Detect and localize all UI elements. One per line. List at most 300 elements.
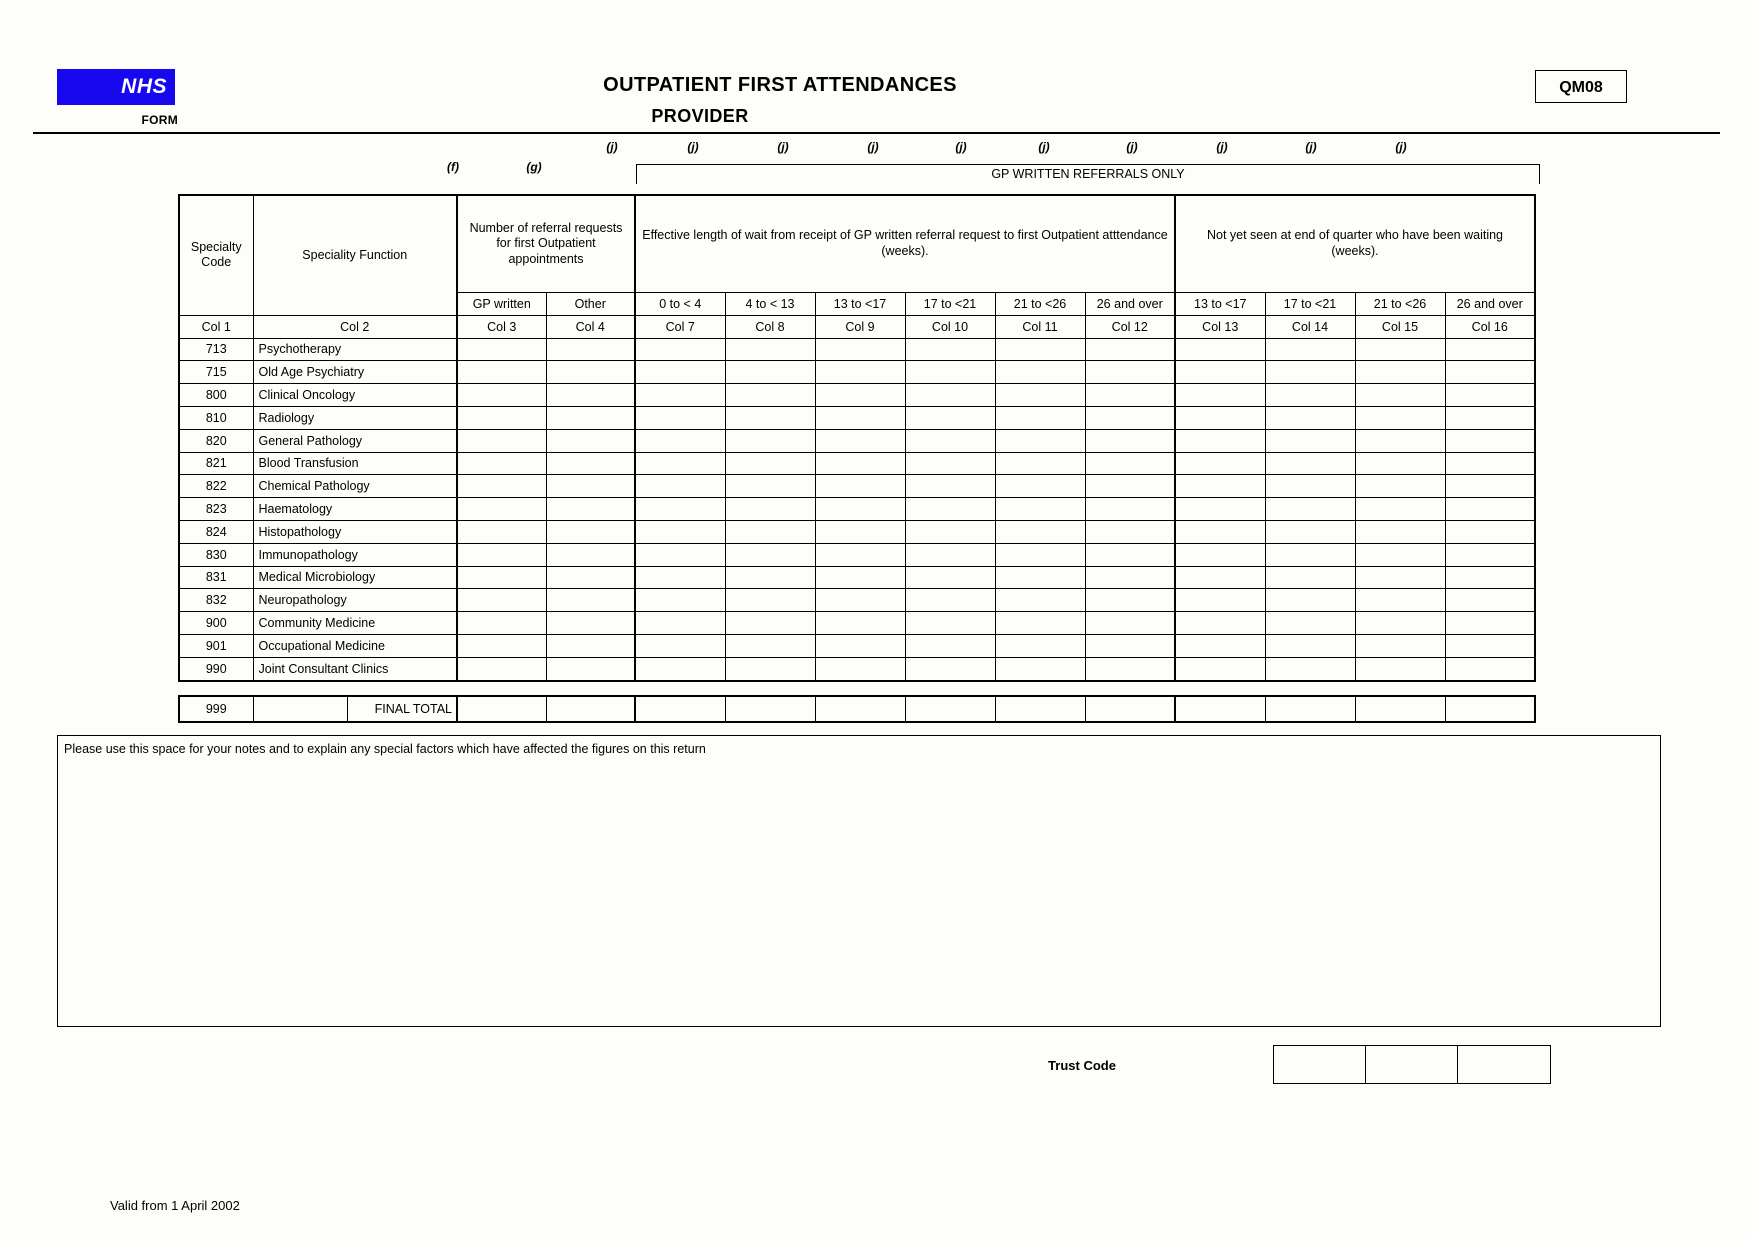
row-entry-cell[interactable] bbox=[1355, 520, 1445, 543]
total-entry-cell[interactable] bbox=[905, 696, 995, 722]
row-entry-cell[interactable] bbox=[546, 384, 635, 407]
table-row bbox=[179, 634, 1535, 657]
row-entry-cell[interactable] bbox=[1175, 452, 1265, 475]
nhs-logo: NHS bbox=[57, 69, 175, 105]
row-entry-cell[interactable] bbox=[725, 361, 815, 384]
note-marker-col4: (g) bbox=[526, 160, 542, 174]
row-specialty-code: 831 bbox=[179, 566, 253, 589]
row-entry-cell[interactable] bbox=[725, 384, 815, 407]
gp-written-referrals-banner: GP WRITTEN REFERRALS ONLY bbox=[636, 164, 1540, 184]
row-entry-cell[interactable] bbox=[546, 452, 635, 475]
row-entry-cell[interactable] bbox=[1355, 634, 1445, 657]
subheader-referral-0: GP written bbox=[457, 293, 546, 316]
row-entry-cell[interactable] bbox=[725, 452, 815, 475]
header-referral-requests: Number of referral requests for first Outpatient appointments bbox=[457, 195, 635, 293]
row-entry-cell[interactable] bbox=[546, 498, 635, 521]
note-marker-col12: (j) bbox=[1038, 140, 1050, 154]
row-specialty-code: 824 bbox=[179, 520, 253, 543]
row-speciality-function: Blood Transfusion bbox=[253, 452, 457, 475]
total-entry-cell[interactable] bbox=[815, 696, 905, 722]
row-entry-cell[interactable] bbox=[1445, 361, 1535, 384]
row-entry-cell[interactable] bbox=[1175, 406, 1265, 429]
total-entry-cell[interactable] bbox=[1445, 696, 1535, 722]
row-entry-cell[interactable] bbox=[1445, 657, 1535, 680]
row-entry-cell[interactable] bbox=[1175, 657, 1265, 680]
row-entry-cell[interactable] bbox=[546, 361, 635, 384]
row-entry-cell[interactable] bbox=[905, 361, 995, 384]
row-entry-cell[interactable] bbox=[815, 589, 905, 612]
row-entry-cell[interactable] bbox=[1265, 338, 1355, 361]
col-label-6: Col 9 bbox=[815, 315, 905, 338]
row-entry-cell[interactable] bbox=[1085, 498, 1175, 521]
row-entry-cell[interactable] bbox=[635, 589, 725, 612]
row-speciality-function: Psychotherapy bbox=[253, 338, 457, 361]
row-entry-cell[interactable] bbox=[635, 452, 725, 475]
row-entry-cell[interactable] bbox=[1085, 406, 1175, 429]
row-entry-cell[interactable] bbox=[1265, 384, 1355, 407]
row-entry-cell[interactable] bbox=[815, 475, 905, 498]
attendances-table bbox=[178, 194, 1536, 682]
row-entry-cell[interactable] bbox=[457, 452, 546, 475]
trust-code-box-3[interactable] bbox=[1458, 1046, 1550, 1083]
table-row bbox=[179, 384, 1535, 407]
row-specialty-code: 832 bbox=[179, 589, 253, 612]
row-entry-cell[interactable] bbox=[815, 543, 905, 566]
subheader-wait-4: 21 to <26 bbox=[995, 293, 1085, 316]
col-label-3: Col 4 bbox=[546, 315, 635, 338]
row-entry-cell[interactable] bbox=[995, 361, 1085, 384]
row-entry-cell[interactable] bbox=[635, 657, 725, 680]
row-entry-cell[interactable] bbox=[995, 475, 1085, 498]
row-entry-cell[interactable] bbox=[905, 520, 995, 543]
row-entry-cell[interactable] bbox=[1265, 543, 1355, 566]
row-entry-cell[interactable] bbox=[995, 452, 1085, 475]
row-entry-cell[interactable] bbox=[995, 384, 1085, 407]
row-entry-cell[interactable] bbox=[1355, 475, 1445, 498]
row-entry-cell[interactable] bbox=[995, 498, 1085, 521]
row-entry-cell[interactable] bbox=[635, 361, 725, 384]
row-entry-cell[interactable] bbox=[1175, 543, 1265, 566]
row-entry-cell[interactable] bbox=[1355, 498, 1445, 521]
row-speciality-function: Histopathology bbox=[253, 520, 457, 543]
row-entry-cell[interactable] bbox=[457, 406, 546, 429]
note-marker-col8: (j) bbox=[687, 140, 699, 154]
row-entry-cell[interactable] bbox=[457, 498, 546, 521]
subheader-waiting-1: 17 to <21 bbox=[1265, 293, 1355, 316]
trust-code-box-1[interactable] bbox=[1274, 1046, 1366, 1083]
row-entry-cell[interactable] bbox=[815, 634, 905, 657]
row-entry-cell[interactable] bbox=[1355, 429, 1445, 452]
subheader-referral-1: Other bbox=[546, 293, 635, 316]
row-entry-cell[interactable] bbox=[1355, 338, 1445, 361]
note-marker-col13: (j) bbox=[1126, 140, 1138, 154]
total-entry-cell[interactable] bbox=[457, 696, 546, 722]
row-entry-cell[interactable] bbox=[1445, 612, 1535, 635]
row-entry-cell[interactable] bbox=[635, 338, 725, 361]
row-entry-cell[interactable] bbox=[1445, 634, 1535, 657]
note-marker-col11: (j) bbox=[955, 140, 967, 154]
total-code: 999 bbox=[179, 696, 253, 722]
row-entry-cell[interactable] bbox=[1085, 429, 1175, 452]
row-entry-cell[interactable] bbox=[815, 429, 905, 452]
row-entry-cell[interactable] bbox=[546, 406, 635, 429]
row-entry-cell[interactable] bbox=[1355, 657, 1445, 680]
table-row bbox=[179, 361, 1535, 384]
header-specialty-code: Specialty Code bbox=[179, 195, 253, 315]
notes-area[interactable] bbox=[57, 735, 1661, 1027]
row-speciality-function: Joint Consultant Clinics bbox=[253, 657, 457, 680]
row-entry-cell[interactable] bbox=[546, 475, 635, 498]
col-label-5: Col 8 bbox=[725, 315, 815, 338]
row-entry-cell[interactable] bbox=[1085, 589, 1175, 612]
form-code-badge: QM08 bbox=[1535, 70, 1627, 103]
row-entry-cell[interactable] bbox=[635, 543, 725, 566]
row-entry-cell[interactable] bbox=[457, 657, 546, 680]
row-entry-cell[interactable] bbox=[905, 452, 995, 475]
row-speciality-function: General Pathology bbox=[253, 429, 457, 452]
row-entry-cell[interactable] bbox=[1085, 452, 1175, 475]
col-label-13: Col 16 bbox=[1445, 315, 1535, 338]
subheader-wait-0: 0 to < 4 bbox=[635, 293, 725, 316]
row-entry-cell[interactable] bbox=[1265, 589, 1355, 612]
row-entry-cell[interactable] bbox=[725, 589, 815, 612]
row-entry-cell[interactable] bbox=[815, 657, 905, 680]
table-row bbox=[179, 543, 1535, 566]
row-entry-cell[interactable] bbox=[1445, 384, 1535, 407]
row-entry-cell[interactable] bbox=[1085, 338, 1175, 361]
row-speciality-function: Haematology bbox=[253, 498, 457, 521]
total-entry-cell[interactable] bbox=[635, 696, 725, 722]
row-entry-cell[interactable] bbox=[1265, 361, 1355, 384]
row-entry-cell[interactable] bbox=[457, 634, 546, 657]
row-entry-cell[interactable] bbox=[1175, 429, 1265, 452]
trust-code-boxes bbox=[1273, 1045, 1551, 1084]
row-entry-cell[interactable] bbox=[905, 498, 995, 521]
row-entry-cell[interactable] bbox=[1085, 475, 1175, 498]
row-entry-cell[interactable] bbox=[1175, 338, 1265, 361]
row-speciality-function: Immunopathology bbox=[253, 543, 457, 566]
row-entry-cell[interactable] bbox=[635, 384, 725, 407]
row-entry-cell[interactable] bbox=[546, 634, 635, 657]
total-label: FINAL TOTAL bbox=[347, 696, 457, 722]
row-entry-cell[interactable] bbox=[815, 498, 905, 521]
row-entry-cell[interactable] bbox=[905, 543, 995, 566]
page-title: OUTPATIENT FIRST ATTENDANCES bbox=[603, 74, 957, 96]
col-label-7: Col 10 bbox=[905, 315, 995, 338]
note-marker-col10: (j) bbox=[867, 140, 879, 154]
row-entry-cell[interactable] bbox=[1175, 520, 1265, 543]
note-marker-col15: (j) bbox=[1305, 140, 1317, 154]
row-entry-cell[interactable] bbox=[635, 475, 725, 498]
row-entry-cell[interactable] bbox=[1355, 406, 1445, 429]
row-speciality-function: Community Medicine bbox=[253, 612, 457, 635]
row-entry-cell[interactable] bbox=[1085, 566, 1175, 589]
note-marker-col16: (j) bbox=[1395, 140, 1407, 154]
row-entry-cell[interactable] bbox=[725, 566, 815, 589]
row-speciality-function: Clinical Oncology bbox=[253, 384, 457, 407]
row-entry-cell[interactable] bbox=[1265, 634, 1355, 657]
subheader-wait-1: 4 to < 13 bbox=[725, 293, 815, 316]
row-entry-cell[interactable] bbox=[815, 452, 905, 475]
row-entry-cell[interactable] bbox=[725, 338, 815, 361]
header-not-yet-seen: Not yet seen at end of quarter who have been waiting (weeks). bbox=[1175, 195, 1535, 293]
row-speciality-function: Old Age Psychiatry bbox=[253, 361, 457, 384]
page-subtitle: PROVIDER bbox=[651, 106, 749, 126]
page-header bbox=[0, 0, 1753, 140]
row-entry-cell[interactable] bbox=[1445, 520, 1535, 543]
row-entry-cell[interactable] bbox=[457, 543, 546, 566]
row-speciality-function: Occupational Medicine bbox=[253, 634, 457, 657]
row-entry-cell[interactable] bbox=[905, 566, 995, 589]
row-entry-cell[interactable] bbox=[457, 475, 546, 498]
row-entry-cell[interactable] bbox=[635, 634, 725, 657]
trust-code-box-2[interactable] bbox=[1366, 1046, 1458, 1083]
col-label-1: Col 2 bbox=[253, 315, 457, 338]
row-entry-cell[interactable] bbox=[995, 406, 1085, 429]
total-blank-cell bbox=[253, 696, 347, 722]
row-entry-cell[interactable] bbox=[457, 566, 546, 589]
table-row bbox=[179, 657, 1535, 680]
row-entry-cell[interactable] bbox=[995, 543, 1085, 566]
table-row bbox=[179, 520, 1535, 543]
table-row bbox=[179, 475, 1535, 498]
row-entry-cell[interactable] bbox=[1085, 634, 1175, 657]
note-marker-col14: (j) bbox=[1216, 140, 1228, 154]
row-entry-cell[interactable] bbox=[1175, 566, 1265, 589]
row-entry-cell[interactable] bbox=[457, 589, 546, 612]
total-entry-cell[interactable] bbox=[725, 696, 815, 722]
row-entry-cell[interactable] bbox=[1355, 589, 1445, 612]
row-entry-cell[interactable] bbox=[1175, 475, 1265, 498]
row-entry-cell[interactable] bbox=[725, 429, 815, 452]
final-total-row bbox=[179, 696, 1535, 722]
row-entry-cell[interactable] bbox=[457, 361, 546, 384]
row-entry-cell[interactable] bbox=[1445, 429, 1535, 452]
row-entry-cell[interactable] bbox=[725, 520, 815, 543]
subheader-waiting-2: 21 to <26 bbox=[1355, 293, 1445, 316]
table-row bbox=[179, 406, 1535, 429]
row-entry-cell[interactable] bbox=[995, 520, 1085, 543]
col-label-9: Col 12 bbox=[1085, 315, 1175, 338]
form-word-label: FORM bbox=[141, 113, 178, 127]
table-row bbox=[179, 589, 1535, 612]
row-entry-cell[interactable] bbox=[1355, 384, 1445, 407]
row-entry-cell[interactable] bbox=[725, 612, 815, 635]
notes-instruction-label: Please use this space for your notes and to explain any special factors which have affected the figures on this return bbox=[64, 742, 706, 756]
total-entry-cell[interactable] bbox=[1085, 696, 1175, 722]
row-entry-cell[interactable] bbox=[995, 338, 1085, 361]
row-entry-cell[interactable] bbox=[546, 589, 635, 612]
col-label-0: Col 1 bbox=[179, 315, 253, 338]
row-entry-cell[interactable] bbox=[1085, 520, 1175, 543]
row-entry-cell[interactable] bbox=[1445, 452, 1535, 475]
note-marker-col9: (j) bbox=[777, 140, 789, 154]
row-entry-cell[interactable] bbox=[905, 634, 995, 657]
row-entry-cell[interactable] bbox=[1265, 612, 1355, 635]
row-speciality-function: Medical Microbiology bbox=[253, 566, 457, 589]
row-entry-cell[interactable] bbox=[457, 520, 546, 543]
row-entry-cell[interactable] bbox=[1265, 406, 1355, 429]
row-entry-cell[interactable] bbox=[1445, 406, 1535, 429]
row-entry-cell[interactable] bbox=[905, 406, 995, 429]
row-entry-cell[interactable] bbox=[905, 612, 995, 635]
row-entry-cell[interactable] bbox=[905, 384, 995, 407]
row-specialty-code: 821 bbox=[179, 452, 253, 475]
row-entry-cell[interactable] bbox=[905, 657, 995, 680]
row-specialty-code: 900 bbox=[179, 612, 253, 635]
row-entry-cell[interactable] bbox=[635, 429, 725, 452]
note-marker-col7: (j) bbox=[606, 140, 618, 154]
row-entry-cell[interactable] bbox=[995, 589, 1085, 612]
row-entry-cell[interactable] bbox=[1175, 589, 1265, 612]
row-entry-cell[interactable] bbox=[725, 475, 815, 498]
table-row bbox=[179, 612, 1535, 635]
row-entry-cell[interactable] bbox=[635, 406, 725, 429]
row-speciality-function: Radiology bbox=[253, 406, 457, 429]
row-entry-cell[interactable] bbox=[1085, 361, 1175, 384]
row-entry-cell[interactable] bbox=[1355, 361, 1445, 384]
row-entry-cell[interactable] bbox=[815, 338, 905, 361]
row-entry-cell[interactable] bbox=[546, 338, 635, 361]
total-entry-cell[interactable] bbox=[1265, 696, 1355, 722]
row-entry-cell[interactable] bbox=[725, 634, 815, 657]
row-entry-cell[interactable] bbox=[635, 520, 725, 543]
row-entry-cell[interactable] bbox=[905, 338, 995, 361]
row-entry-cell[interactable] bbox=[815, 384, 905, 407]
row-entry-cell[interactable] bbox=[1175, 634, 1265, 657]
total-entry-cell[interactable] bbox=[995, 696, 1085, 722]
col-label-2: Col 3 bbox=[457, 315, 546, 338]
final-total-table bbox=[178, 695, 1536, 723]
row-entry-cell[interactable] bbox=[546, 543, 635, 566]
row-entry-cell[interactable] bbox=[1085, 612, 1175, 635]
row-entry-cell[interactable] bbox=[1175, 384, 1265, 407]
row-entry-cell[interactable] bbox=[815, 361, 905, 384]
row-entry-cell[interactable] bbox=[1445, 475, 1535, 498]
col-label-11: Col 14 bbox=[1265, 315, 1355, 338]
table-row bbox=[179, 498, 1535, 521]
row-entry-cell[interactable] bbox=[1355, 612, 1445, 635]
subheader-waiting-0: 13 to <17 bbox=[1175, 293, 1265, 316]
row-entry-cell[interactable] bbox=[1265, 657, 1355, 680]
row-entry-cell[interactable] bbox=[995, 566, 1085, 589]
total-entry-cell[interactable] bbox=[546, 696, 635, 722]
row-entry-cell[interactable] bbox=[1445, 589, 1535, 612]
subheader-wait-3: 17 to <21 bbox=[905, 293, 995, 316]
row-entry-cell[interactable] bbox=[1445, 543, 1535, 566]
table-group-header-row bbox=[179, 195, 1535, 293]
subheader-wait-5: 26 and over bbox=[1085, 293, 1175, 316]
col-label-10: Col 13 bbox=[1175, 315, 1265, 338]
row-entry-cell[interactable] bbox=[725, 657, 815, 680]
row-entry-cell[interactable] bbox=[1085, 657, 1175, 680]
row-entry-cell[interactable] bbox=[457, 429, 546, 452]
row-entry-cell[interactable] bbox=[1175, 612, 1265, 635]
table-row bbox=[179, 338, 1535, 361]
row-entry-cell[interactable] bbox=[1175, 361, 1265, 384]
row-entry-cell[interactable] bbox=[1085, 543, 1175, 566]
table-row bbox=[179, 566, 1535, 589]
row-speciality-function: Neuropathology bbox=[253, 589, 457, 612]
row-entry-cell[interactable] bbox=[1355, 452, 1445, 475]
row-specialty-code: 820 bbox=[179, 429, 253, 452]
row-entry-cell[interactable] bbox=[457, 384, 546, 407]
row-entry-cell[interactable] bbox=[1265, 520, 1355, 543]
row-entry-cell[interactable] bbox=[1265, 566, 1355, 589]
row-entry-cell[interactable] bbox=[815, 612, 905, 635]
row-specialty-code: 822 bbox=[179, 475, 253, 498]
row-speciality-function: Chemical Pathology bbox=[253, 475, 457, 498]
row-entry-cell[interactable] bbox=[635, 498, 725, 521]
col-label-4: Col 7 bbox=[635, 315, 725, 338]
row-entry-cell[interactable] bbox=[995, 634, 1085, 657]
row-entry-cell[interactable] bbox=[995, 612, 1085, 635]
row-entry-cell[interactable] bbox=[546, 612, 635, 635]
row-specialty-code: 830 bbox=[179, 543, 253, 566]
row-entry-cell[interactable] bbox=[546, 566, 635, 589]
total-entry-cell[interactable] bbox=[1175, 696, 1265, 722]
row-specialty-code: 713 bbox=[179, 338, 253, 361]
row-entry-cell[interactable] bbox=[1265, 452, 1355, 475]
header-divider bbox=[33, 132, 1720, 134]
row-specialty-code: 810 bbox=[179, 406, 253, 429]
row-entry-cell[interactable] bbox=[546, 520, 635, 543]
row-entry-cell[interactable] bbox=[1265, 498, 1355, 521]
row-entry-cell[interactable] bbox=[457, 338, 546, 361]
row-entry-cell[interactable] bbox=[546, 429, 635, 452]
row-entry-cell[interactable] bbox=[1085, 384, 1175, 407]
row-specialty-code: 901 bbox=[179, 634, 253, 657]
row-entry-cell[interactable] bbox=[635, 612, 725, 635]
row-entry-cell[interactable] bbox=[995, 429, 1085, 452]
row-entry-cell[interactable] bbox=[905, 475, 995, 498]
row-entry-cell[interactable] bbox=[725, 498, 815, 521]
col-label-12: Col 15 bbox=[1355, 315, 1445, 338]
row-entry-cell[interactable] bbox=[1445, 338, 1535, 361]
subheader-waiting-3: 26 and over bbox=[1445, 293, 1535, 316]
row-specialty-code: 990 bbox=[179, 657, 253, 680]
row-entry-cell[interactable] bbox=[635, 566, 725, 589]
row-entry-cell[interactable] bbox=[905, 429, 995, 452]
row-entry-cell[interactable] bbox=[1355, 566, 1445, 589]
trust-code-label: Trust Code bbox=[1048, 1058, 1116, 1073]
note-marker-col3: (f) bbox=[447, 160, 459, 174]
row-specialty-code: 823 bbox=[179, 498, 253, 521]
row-entry-cell[interactable] bbox=[815, 566, 905, 589]
row-entry-cell[interactable] bbox=[815, 520, 905, 543]
row-entry-cell[interactable] bbox=[815, 406, 905, 429]
row-entry-cell[interactable] bbox=[1355, 543, 1445, 566]
row-entry-cell[interactable] bbox=[1445, 498, 1535, 521]
row-entry-cell[interactable] bbox=[1265, 475, 1355, 498]
row-entry-cell[interactable] bbox=[1445, 566, 1535, 589]
subheader-wait-2: 13 to <17 bbox=[815, 293, 905, 316]
header-effective-wait: Effective length of wait from receipt of GP written referral request to first Outpatient atttendance (weeks). bbox=[635, 195, 1175, 293]
row-entry-cell[interactable] bbox=[995, 657, 1085, 680]
row-specialty-code: 715 bbox=[179, 361, 253, 384]
row-entry-cell[interactable] bbox=[457, 612, 546, 635]
header-speciality-function: Speciality Function bbox=[253, 195, 457, 315]
row-entry-cell[interactable] bbox=[725, 406, 815, 429]
row-entry-cell[interactable] bbox=[546, 657, 635, 680]
col-label-8: Col 11 bbox=[995, 315, 1085, 338]
row-entry-cell[interactable] bbox=[1265, 429, 1355, 452]
row-entry-cell[interactable] bbox=[905, 589, 995, 612]
table-row bbox=[179, 452, 1535, 475]
total-entry-cell[interactable] bbox=[1355, 696, 1445, 722]
row-entry-cell[interactable] bbox=[725, 543, 815, 566]
row-entry-cell[interactable] bbox=[1175, 498, 1265, 521]
